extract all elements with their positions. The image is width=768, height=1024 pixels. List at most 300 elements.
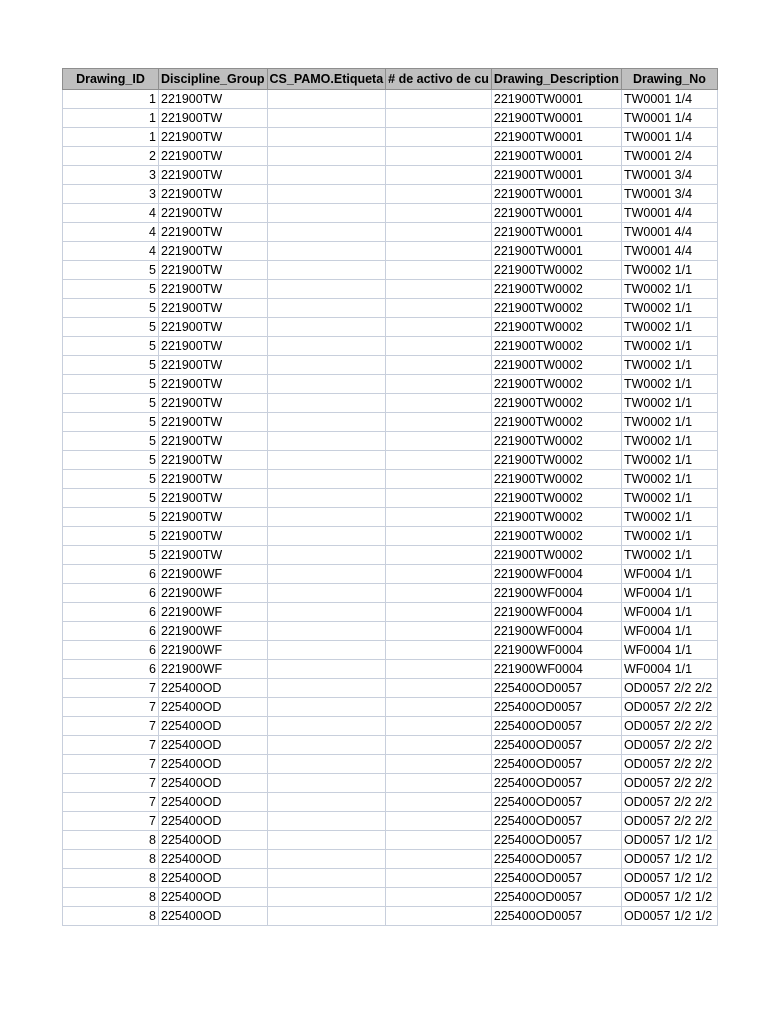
drawing-id-cell[interactable]: 8 (63, 831, 159, 850)
description-cell[interactable]: 221900TW0002 (491, 508, 621, 527)
description-cell[interactable]: 225400OD0057 (491, 679, 621, 698)
table-row (63, 451, 718, 470)
drawing-id-cell[interactable]: 7 (63, 812, 159, 831)
drawing-id-cell[interactable]: 6 (63, 565, 159, 584)
drawing-no-cell[interactable]: WF0004 1/1 (621, 641, 717, 660)
drawing-no-cell[interactable]: WF0004 1/1 (621, 603, 717, 622)
table-row (63, 641, 718, 660)
drawing-no-cell[interactable]: TW0001 4/4 (621, 223, 717, 242)
drawing-id-cell[interactable]: 5 (63, 489, 159, 508)
activo-cell[interactable] (386, 622, 492, 641)
etiqueta-cell[interactable] (267, 774, 386, 793)
table-row (63, 261, 718, 280)
description-cell[interactable]: 221900TW0002 (491, 261, 621, 280)
activo-cell[interactable] (386, 166, 492, 185)
drawing-no-cell[interactable]: TW0002 1/1 (621, 546, 717, 565)
description-cell[interactable]: 221900WF0004 (491, 641, 621, 660)
drawing-id-cell[interactable]: 8 (63, 888, 159, 907)
drawing-no-cell[interactable]: TW0002 1/1 (621, 413, 717, 432)
activo-cell[interactable] (386, 527, 492, 546)
description-cell[interactable]: 221900TW0001 (491, 242, 621, 261)
etiqueta-cell[interactable] (267, 413, 386, 432)
etiqueta-cell[interactable] (267, 489, 386, 508)
table-row (63, 812, 718, 831)
drawing-no-cell[interactable]: OD0057 1/2 1/2 (621, 831, 717, 850)
etiqueta-cell[interactable] (267, 831, 386, 850)
table-row (63, 356, 718, 375)
description-cell[interactable]: 225400OD0057 (491, 907, 621, 926)
description-cell[interactable]: 221900TW0002 (491, 546, 621, 565)
discipline-group-cell[interactable]: 221900TW (159, 223, 268, 242)
discipline-group-cell[interactable]: 221900TW (159, 90, 268, 109)
table-row (63, 432, 718, 451)
table-row (63, 204, 718, 223)
discipline-group-cell[interactable]: 221900TW (159, 128, 268, 147)
activo-cell[interactable] (386, 413, 492, 432)
etiqueta-cell[interactable] (267, 850, 386, 869)
discipline-group-cell[interactable]: 221900TW (159, 261, 268, 280)
description-cell[interactable]: 221900TW0001 (491, 128, 621, 147)
discipline-group-cell[interactable]: 225400OD (159, 717, 268, 736)
drawing-id-cell[interactable]: 5 (63, 394, 159, 413)
etiqueta-cell[interactable] (267, 299, 386, 318)
etiqueta-cell[interactable] (267, 318, 386, 337)
activo-cell[interactable] (386, 223, 492, 242)
etiqueta-cell[interactable] (267, 204, 386, 223)
drawing-no-cell[interactable]: TW0002 1/1 (621, 261, 717, 280)
table-row (63, 337, 718, 356)
drawing-id-cell[interactable]: 7 (63, 679, 159, 698)
drawing-id-cell[interactable]: 5 (63, 299, 159, 318)
description-cell[interactable]: 221900TW0002 (491, 413, 621, 432)
etiqueta-cell[interactable] (267, 622, 386, 641)
etiqueta-cell[interactable] (267, 508, 386, 527)
drawing-id-cell[interactable]: 8 (63, 869, 159, 888)
table-row (63, 774, 718, 793)
etiqueta-cell[interactable] (267, 166, 386, 185)
drawing-no-cell[interactable]: TW0001 4/4 (621, 242, 717, 261)
description-cell[interactable]: 221900TW0002 (491, 470, 621, 489)
activo-cell[interactable] (386, 185, 492, 204)
etiqueta-cell[interactable] (267, 356, 386, 375)
drawing-id-cell[interactable]: 5 (63, 413, 159, 432)
description-cell[interactable]: 221900WF0004 (491, 584, 621, 603)
description-cell[interactable]: 225400OD0057 (491, 755, 621, 774)
etiqueta-cell[interactable] (267, 755, 386, 774)
discipline-group-cell[interactable]: 221900TW (159, 147, 268, 166)
description-cell[interactable]: 221900TW0002 (491, 318, 621, 337)
table-row (63, 147, 718, 166)
drawing-id-cell[interactable]: 2 (63, 147, 159, 166)
description-cell[interactable]: 221900TW0001 (491, 204, 621, 223)
description-cell[interactable]: 221900TW0001 (491, 185, 621, 204)
table-row (63, 128, 718, 147)
drawing-no-cell[interactable]: WF0004 1/1 (621, 660, 717, 679)
activo-cell[interactable] (386, 831, 492, 850)
etiqueta-cell[interactable] (267, 337, 386, 356)
drawing-no-cell[interactable]: TW0002 1/1 (621, 337, 717, 356)
etiqueta-cell[interactable] (267, 147, 386, 166)
etiqueta-cell[interactable] (267, 603, 386, 622)
description-cell[interactable]: 221900TW0002 (491, 489, 621, 508)
activo-cell[interactable] (386, 736, 492, 755)
etiqueta-cell[interactable] (267, 109, 386, 128)
description-cell[interactable]: 225400OD0057 (491, 812, 621, 831)
etiqueta-cell[interactable] (267, 736, 386, 755)
drawing-id-cell[interactable]: 4 (63, 223, 159, 242)
activo-cell[interactable] (386, 280, 492, 299)
drawing-id-cell[interactable]: 5 (63, 261, 159, 280)
etiqueta-cell[interactable] (267, 470, 386, 489)
etiqueta-cell[interactable] (267, 679, 386, 698)
activo-cell[interactable] (386, 204, 492, 223)
discipline-group-cell[interactable]: 225400OD (159, 698, 268, 717)
drawing-no-cell[interactable]: OD0057 2/2 2/2 (621, 736, 717, 755)
drawing-no-cell[interactable]: OD0057 2/2 2/2 (621, 698, 717, 717)
discipline-group-cell[interactable]: 221900TW (159, 451, 268, 470)
drawing-no-cell[interactable]: OD0057 1/2 1/2 (621, 869, 717, 888)
drawing-no-cell[interactable]: WF0004 1/1 (621, 565, 717, 584)
discipline-group-cell[interactable]: 225400OD (159, 793, 268, 812)
etiqueta-cell[interactable] (267, 451, 386, 470)
discipline-group-cell[interactable]: 221900TW (159, 280, 268, 299)
discipline-group-cell[interactable]: 221900TW (159, 356, 268, 375)
drawing-no-cell[interactable]: TW0001 1/4 (621, 128, 717, 147)
etiqueta-cell[interactable] (267, 907, 386, 926)
etiqueta-cell[interactable] (267, 90, 386, 109)
drawing-id-cell[interactable]: 7 (63, 755, 159, 774)
activo-cell[interactable] (386, 907, 492, 926)
etiqueta-cell[interactable] (267, 546, 386, 565)
discipline-group-cell[interactable]: 225400OD (159, 755, 268, 774)
drawing-id-cell[interactable]: 5 (63, 527, 159, 546)
activo-cell[interactable] (386, 299, 492, 318)
table-row (63, 546, 718, 565)
spreadsheet (62, 68, 718, 926)
activo-cell[interactable] (386, 888, 492, 907)
etiqueta-cell[interactable] (267, 698, 386, 717)
drawing-id-cell[interactable]: 5 (63, 546, 159, 565)
table-row (63, 717, 718, 736)
activo-cell[interactable] (386, 451, 492, 470)
discipline-group-cell[interactable]: 221900TW (159, 166, 268, 185)
drawing-no-cell[interactable]: TW0001 3/4 (621, 185, 717, 204)
table-row (63, 90, 718, 109)
drawing-id-cell[interactable]: 1 (63, 109, 159, 128)
table-row (63, 755, 718, 774)
drawing-no-cell[interactable]: TW0002 1/1 (621, 527, 717, 546)
etiqueta-cell[interactable] (267, 869, 386, 888)
activo-cell[interactable] (386, 717, 492, 736)
header-drawing-id[interactable]: Drawing_ID (63, 69, 159, 90)
activo-cell[interactable] (386, 375, 492, 394)
drawing-id-cell[interactable]: 5 (63, 280, 159, 299)
drawing-no-cell[interactable]: OD0057 2/2 2/2 (621, 793, 717, 812)
drawing-id-cell[interactable]: 6 (63, 641, 159, 660)
discipline-group-cell[interactable]: 221900TW (159, 109, 268, 128)
drawing-no-cell[interactable]: TW0001 3/4 (621, 166, 717, 185)
etiqueta-cell[interactable] (267, 812, 386, 831)
description-cell[interactable]: 221900TW0001 (491, 109, 621, 128)
drawing-id-cell[interactable]: 7 (63, 774, 159, 793)
table-row (63, 907, 718, 926)
etiqueta-cell[interactable] (267, 717, 386, 736)
description-cell[interactable]: 221900TW0002 (491, 451, 621, 470)
discipline-group-cell[interactable]: 221900WF (159, 584, 268, 603)
activo-cell[interactable] (386, 565, 492, 584)
drawing-no-cell[interactable]: TW0002 1/1 (621, 280, 717, 299)
description-cell[interactable]: 221900TW0001 (491, 147, 621, 166)
drawing-no-cell[interactable]: TW0001 1/4 (621, 90, 717, 109)
etiqueta-cell[interactable] (267, 888, 386, 907)
discipline-group-cell[interactable]: 221900TW (159, 337, 268, 356)
drawing-no-cell[interactable]: TW0002 1/1 (621, 489, 717, 508)
activo-cell[interactable] (386, 489, 492, 508)
table-row (63, 375, 718, 394)
activo-cell[interactable] (386, 261, 492, 280)
description-cell[interactable]: 221900TW0002 (491, 280, 621, 299)
activo-cell[interactable] (386, 508, 492, 527)
drawing-id-cell[interactable]: 1 (63, 90, 159, 109)
table-row (63, 603, 718, 622)
description-cell[interactable]: 221900WF0004 (491, 622, 621, 641)
activo-cell[interactable] (386, 470, 492, 489)
description-cell[interactable]: 221900TW0001 (491, 166, 621, 185)
etiqueta-cell[interactable] (267, 432, 386, 451)
drawing-id-cell[interactable]: 1 (63, 128, 159, 147)
description-cell[interactable]: 225400OD0057 (491, 698, 621, 717)
etiqueta-cell[interactable] (267, 584, 386, 603)
activo-cell[interactable] (386, 812, 492, 831)
discipline-group-cell[interactable]: 221900WF (159, 622, 268, 641)
drawing-id-cell[interactable]: 7 (63, 793, 159, 812)
header-row (63, 69, 718, 90)
discipline-group-cell[interactable]: 221900TW (159, 470, 268, 489)
table-row (63, 622, 718, 641)
description-cell[interactable]: 225400OD0057 (491, 717, 621, 736)
description-cell[interactable]: 221900TW0002 (491, 527, 621, 546)
drawing-id-cell[interactable]: 5 (63, 432, 159, 451)
discipline-group-cell[interactable]: 221900TW (159, 508, 268, 527)
discipline-group-cell[interactable]: 221900TW (159, 318, 268, 337)
description-cell[interactable]: 225400OD0057 (491, 793, 621, 812)
drawing-no-cell[interactable]: TW0002 1/1 (621, 451, 717, 470)
activo-cell[interactable] (386, 698, 492, 717)
description-cell[interactable]: 221900TW0002 (491, 356, 621, 375)
activo-cell[interactable] (386, 356, 492, 375)
etiqueta-cell[interactable] (267, 660, 386, 679)
etiqueta-cell[interactable] (267, 565, 386, 584)
drawing-no-cell[interactable]: OD0057 1/2 1/2 (621, 888, 717, 907)
discipline-group-cell[interactable]: 225400OD (159, 869, 268, 888)
activo-cell[interactable] (386, 774, 492, 793)
discipline-group-cell[interactable]: 221900TW (159, 489, 268, 508)
discipline-group-cell[interactable]: 221900TW (159, 242, 268, 261)
discipline-group-cell[interactable]: 221900TW (159, 185, 268, 204)
etiqueta-cell[interactable] (267, 185, 386, 204)
activo-cell[interactable] (386, 109, 492, 128)
discipline-group-cell[interactable]: 225400OD (159, 679, 268, 698)
activo-cell[interactable] (386, 394, 492, 413)
header-drawing-description[interactable]: Drawing_Description (491, 69, 621, 90)
table-row (63, 584, 718, 603)
description-cell[interactable]: 225400OD0057 (491, 831, 621, 850)
discipline-group-cell[interactable]: 221900WF (159, 603, 268, 622)
drawing-no-cell[interactable]: OD0057 1/2 1/2 (621, 850, 717, 869)
description-cell[interactable]: 221900WF0004 (491, 603, 621, 622)
drawing-id-cell[interactable]: 3 (63, 185, 159, 204)
discipline-group-cell[interactable]: 225400OD (159, 774, 268, 793)
drawing-no-cell[interactable]: TW0001 4/4 (621, 204, 717, 223)
etiqueta-cell[interactable] (267, 527, 386, 546)
discipline-group-cell[interactable]: 225400OD (159, 850, 268, 869)
drawing-id-cell[interactable]: 5 (63, 470, 159, 489)
description-cell[interactable]: 221900TW0001 (491, 223, 621, 242)
drawing-no-cell[interactable]: OD0057 2/2 2/2 (621, 774, 717, 793)
drawing-no-cell[interactable]: TW0002 1/1 (621, 470, 717, 489)
drawing-no-cell[interactable]: OD0057 2/2 2/2 (621, 812, 717, 831)
drawing-no-cell[interactable]: WF0004 1/1 (621, 622, 717, 641)
activo-cell[interactable] (386, 242, 492, 261)
activo-cell[interactable] (386, 90, 492, 109)
drawing-id-cell[interactable]: 4 (63, 242, 159, 261)
drawing-id-cell[interactable]: 6 (63, 603, 159, 622)
discipline-group-cell[interactable]: 221900TW (159, 204, 268, 223)
drawing-id-cell[interactable]: 5 (63, 508, 159, 527)
etiqueta-cell[interactable] (267, 242, 386, 261)
activo-cell[interactable] (386, 337, 492, 356)
etiqueta-cell[interactable] (267, 793, 386, 812)
description-cell[interactable]: 221900TW0001 (491, 90, 621, 109)
drawing-no-cell[interactable]: TW0002 1/1 (621, 318, 717, 337)
discipline-group-cell[interactable]: 225400OD (159, 888, 268, 907)
description-cell[interactable]: 221900WF0004 (491, 660, 621, 679)
description-cell[interactable]: 225400OD0057 (491, 869, 621, 888)
discipline-group-cell[interactable]: 221900WF (159, 565, 268, 584)
drawing-id-cell[interactable]: 7 (63, 698, 159, 717)
activo-cell[interactable] (386, 793, 492, 812)
activo-cell[interactable] (386, 869, 492, 888)
discipline-group-cell[interactable]: 221900TW (159, 432, 268, 451)
table-row (63, 242, 718, 261)
description-cell[interactable]: 221900TW0002 (491, 337, 621, 356)
header-discipline-group[interactable]: Discipline_Group (159, 69, 268, 90)
discipline-group-cell[interactable]: 221900TW (159, 413, 268, 432)
activo-cell[interactable] (386, 128, 492, 147)
etiqueta-cell[interactable] (267, 280, 386, 299)
activo-cell[interactable] (386, 755, 492, 774)
description-cell[interactable]: 225400OD0057 (491, 888, 621, 907)
description-cell[interactable]: 225400OD0057 (491, 736, 621, 755)
discipline-group-cell[interactable]: 225400OD (159, 907, 268, 926)
etiqueta-cell[interactable] (267, 375, 386, 394)
drawing-no-cell[interactable]: OD0057 2/2 2/2 (621, 717, 717, 736)
drawing-id-cell[interactable]: 3 (63, 166, 159, 185)
drawing-id-cell[interactable]: 5 (63, 451, 159, 470)
activo-cell[interactable] (386, 584, 492, 603)
table-row (63, 793, 718, 812)
drawing-id-cell[interactable]: 8 (63, 850, 159, 869)
activo-cell[interactable] (386, 546, 492, 565)
discipline-group-cell[interactable]: 225400OD (159, 831, 268, 850)
discipline-group-cell[interactable]: 225400OD (159, 736, 268, 755)
drawing-no-cell[interactable]: TW0002 1/1 (621, 375, 717, 394)
table-row (63, 831, 718, 850)
etiqueta-cell[interactable] (267, 394, 386, 413)
discipline-group-cell[interactable]: 221900WF (159, 660, 268, 679)
drawing-no-cell[interactable]: TW0001 2/4 (621, 147, 717, 166)
header-activo[interactable]: # de activo de cu (386, 69, 492, 90)
activo-cell[interactable] (386, 679, 492, 698)
description-cell[interactable]: 221900TW0002 (491, 299, 621, 318)
drawing-no-cell[interactable]: TW0002 1/1 (621, 394, 717, 413)
drawing-id-cell[interactable]: 8 (63, 907, 159, 926)
table-row (63, 736, 718, 755)
activo-cell[interactable] (386, 603, 492, 622)
table-row (63, 318, 718, 337)
discipline-group-cell[interactable]: 221900TW (159, 394, 268, 413)
activo-cell[interactable] (386, 660, 492, 679)
drawing-id-cell[interactable]: 6 (63, 660, 159, 679)
drawing-id-cell[interactable]: 5 (63, 356, 159, 375)
description-cell[interactable]: 221900TW0002 (491, 394, 621, 413)
header-cs-pamo-etiqueta[interactable]: CS_PAMO.Etiqueta (267, 69, 386, 90)
drawing-no-cell[interactable]: WF0004 1/1 (621, 584, 717, 603)
table-row (63, 394, 718, 413)
description-cell[interactable]: 225400OD0057 (491, 850, 621, 869)
drawing-id-cell[interactable]: 7 (63, 736, 159, 755)
description-cell[interactable]: 221900TW0002 (491, 432, 621, 451)
description-cell[interactable]: 225400OD0057 (491, 774, 621, 793)
drawing-no-cell[interactable]: TW0002 1/1 (621, 432, 717, 451)
drawing-no-cell[interactable]: OD0057 2/2 2/2 (621, 679, 717, 698)
description-cell[interactable]: 221900TW0002 (491, 375, 621, 394)
drawing-id-cell[interactable]: 5 (63, 375, 159, 394)
drawing-id-cell[interactable]: 7 (63, 717, 159, 736)
activo-cell[interactable] (386, 641, 492, 660)
etiqueta-cell[interactable] (267, 128, 386, 147)
header-drawing-no[interactable]: Drawing_No (621, 69, 717, 90)
activo-cell[interactable] (386, 147, 492, 166)
drawing-no-cell[interactable]: TW0002 1/1 (621, 299, 717, 318)
discipline-group-cell[interactable]: 225400OD (159, 812, 268, 831)
etiqueta-cell[interactable] (267, 641, 386, 660)
description-cell[interactable]: 221900WF0004 (491, 565, 621, 584)
discipline-group-cell[interactable]: 221900TW (159, 375, 268, 394)
activo-cell[interactable] (386, 318, 492, 337)
drawing-id-cell[interactable]: 5 (63, 337, 159, 356)
discipline-group-cell[interactable]: 221900TW (159, 299, 268, 318)
drawing-no-cell[interactable]: TW0001 1/4 (621, 109, 717, 128)
discipline-group-cell[interactable]: 221900WF (159, 641, 268, 660)
drawing-id-cell[interactable]: 6 (63, 622, 159, 641)
drawing-id-cell[interactable]: 4 (63, 204, 159, 223)
drawing-no-cell[interactable]: TW0002 1/1 (621, 356, 717, 375)
drawing-id-cell[interactable]: 6 (63, 584, 159, 603)
drawing-no-cell[interactable]: TW0002 1/1 (621, 508, 717, 527)
table-row (63, 679, 718, 698)
etiqueta-cell[interactable] (267, 261, 386, 280)
activo-cell[interactable] (386, 432, 492, 451)
discipline-group-cell[interactable]: 221900TW (159, 527, 268, 546)
drawing-id-cell[interactable]: 5 (63, 318, 159, 337)
activo-cell[interactable] (386, 850, 492, 869)
discipline-group-cell[interactable]: 221900TW (159, 546, 268, 565)
drawing-no-cell[interactable]: OD0057 2/2 2/2 (621, 755, 717, 774)
drawing-no-cell[interactable]: OD0057 1/2 1/2 (621, 907, 717, 926)
etiqueta-cell[interactable] (267, 223, 386, 242)
table-row (63, 185, 718, 204)
